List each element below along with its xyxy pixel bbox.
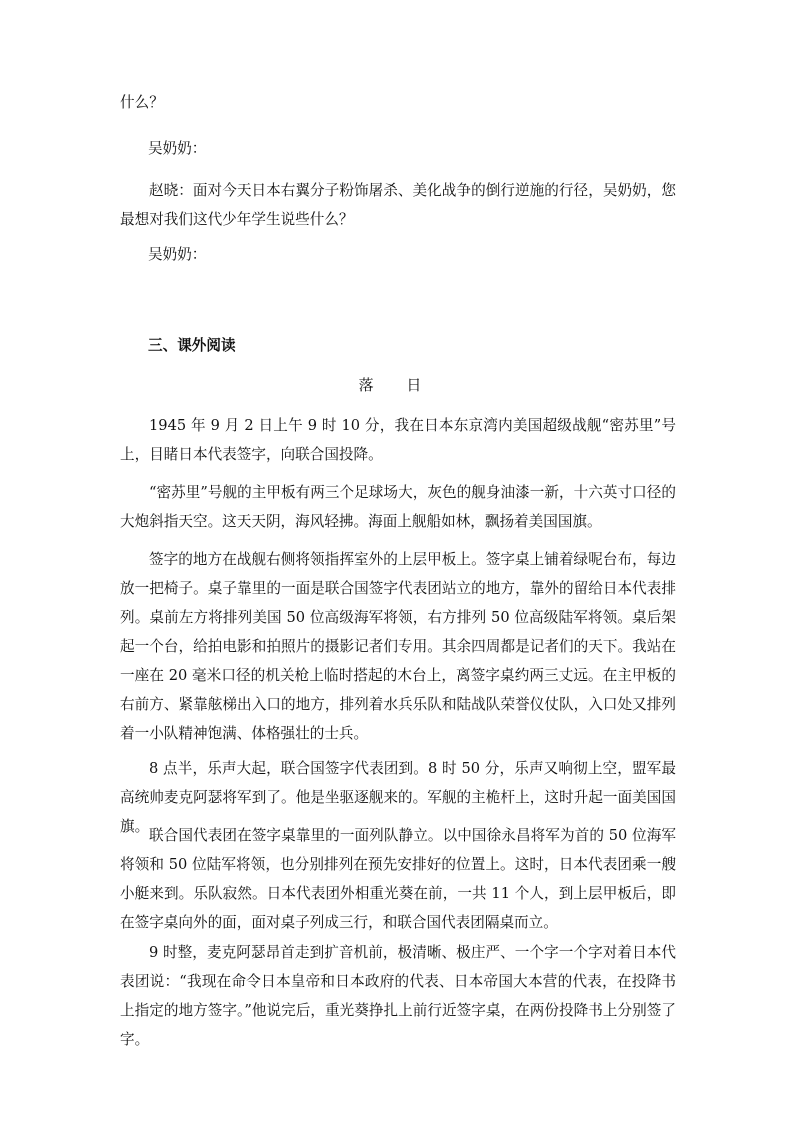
section-heading: 三、课外阅读 (148, 337, 236, 354)
text-line-continuation: 什么？ (120, 94, 164, 111)
article-paragraph-6: 9 时整，麦克阿瑟昂首走到扩音机前，极清晰、极庄严、一个字一个字对着日本代表团说：“我现在命令日本皇帝和日本政府的代表、日本帝国大本营的代表，在投降书上指定的地方签字。”他说完后，重光葵挣扎上前行近签字桌，在两份投降书上分别签了字。 (120, 944, 676, 1048)
article-paragraph-3: 签字的地方在战舰右侧将领指挥室外的上层甲板上。签字桌上铺着绿呢台布，每边放一把椅子。桌子靠里的一面是联合国签字代表团站立的地方，靠外的留给日本代表排列。桌前左方将排列美国 50 位高级海军将领，右方排列 50 位高级陆军将领。桌后架起一个台，给拍电影和拍照片的摄影记者们专用。其余四周都是记者们的天下。我站在一座在 20 毫米口径的机关枪上临时搭起的木台上，离签字桌约两三丈远。在主甲板的右前方、紧靠舷梯出入口的地方，排列着水兵乐队和陆战队荣誉仪仗队，入口处又排列着一小队精神饱满、体格强壮的士兵。 (120, 551, 676, 742)
speaker-wu-nainai-answer: 吴奶奶： (148, 140, 207, 157)
article-paragraph-2: “密苏里”号舰的主甲板有两三个足球场大，灰色的舰身油漆一新，十六英寸口径的大炮斜指天空。这天天阴，海风轻拂。海面上舰船如林，飘扬着美国国旗。 (120, 484, 676, 530)
article-title: 落 日 (358, 376, 436, 394)
article-paragraph-1: 1945 年 9 月 2 日上午 9 时 10 分，我在日本东京湾内美国超级战舰“密苏里”号上，目睹日本代表签字，向联合国投降。 (120, 417, 676, 463)
question-paragraph-zhao-xiao: 赵晓：面对今天日本右翼分子粉饰屠杀、美化战争的倒行逆施的行径，吴奶奶，您最想对我们这代少年学生说些什么？ (120, 182, 676, 228)
speaker-wu-nainai-answer-2: 吴奶奶： (148, 246, 207, 263)
article-paragraph-5: 联合国代表团在签字桌靠里的一面列队静立。以中国徐永昌将军为首的 50 位海军将领和 50 位陆军将领，也分别排列在预先安排好的位置上。这时，日本代表团乘一艘小艇来到。乐队寂然。日本代表团外相重光葵在前，一共 11 个人，到上层甲板后，即在签字桌向外的面，面对桌子列成三行，和联合国代表团隔桌而立。 (120, 827, 676, 931)
article-paragraph-4: 8 点半，乐声大起，联合国签字代表团到。8 时 50 分，乐声又响彻上空，盟军最高统帅麦克阿瑟将军到了。他是坐驱逐舰来的。军舰的主桅杆上，这时升起一面美国国旗。 (120, 760, 676, 835)
